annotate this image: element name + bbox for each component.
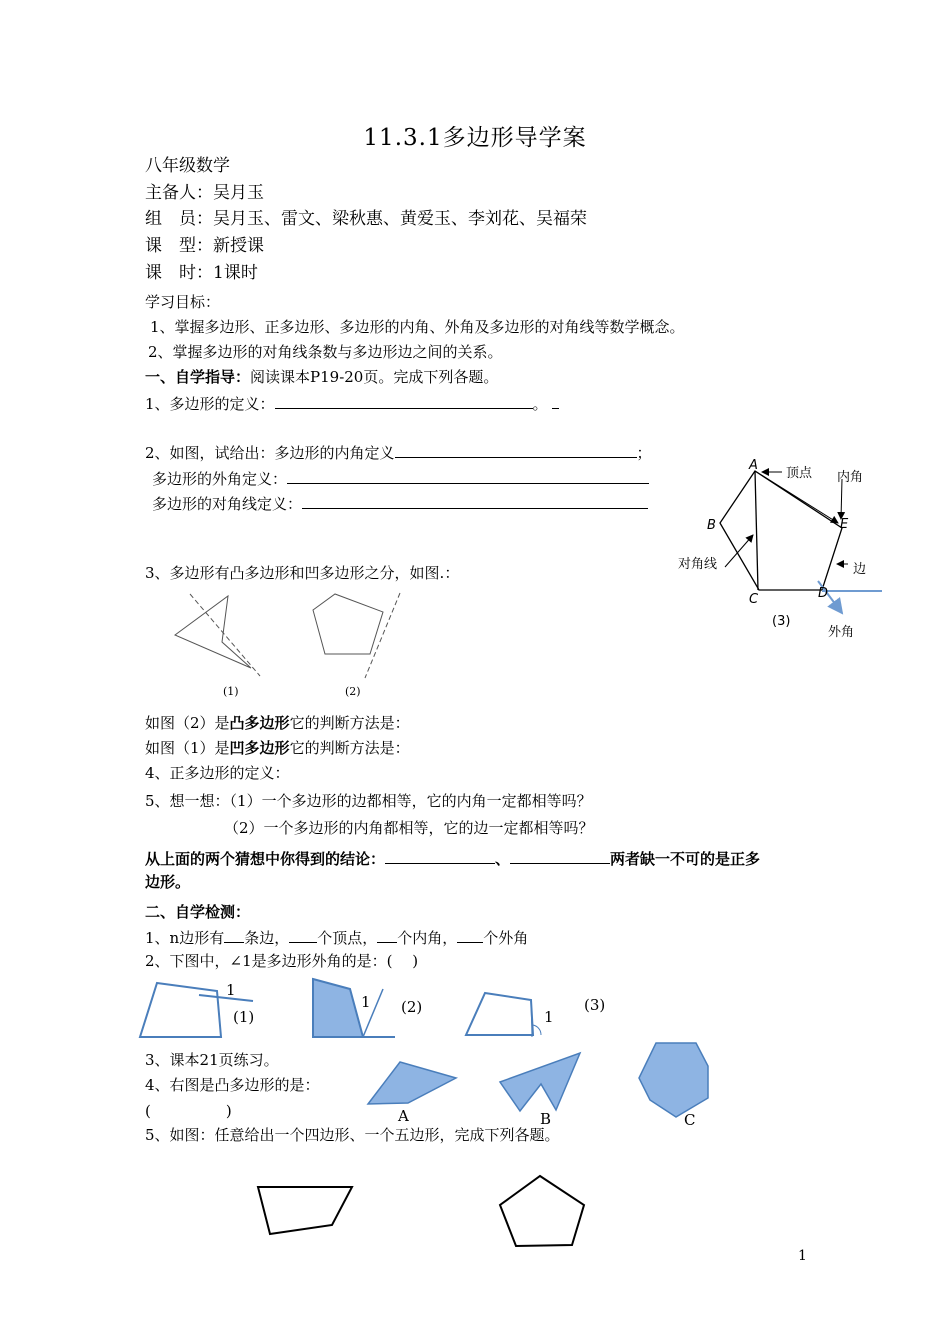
vertex-b-label: B [707,518,716,533]
vertex-callout: 顶点 [786,466,813,481]
q1-text-a: 1、n边形有 [145,929,225,947]
diagonal-line [755,471,758,590]
s2-question-4: 4、右图是凸多边形的是： [145,1076,320,1094]
answer-blank[interactable] [385,850,495,864]
question-2-diagonal [152,495,648,512]
question-1 [145,395,559,412]
conclusion-text-b: 两者缺一不可的是正多 [610,850,761,868]
diagonal-text: 多边形的对角线定义： [152,495,303,513]
interior-callout: 内角 [837,470,864,485]
concave-suffix: 它的判断方法是： [289,739,410,757]
convex-choice-shapes [360,1040,720,1135]
members-line: 组 员：吴月玉、雷文、梁秋惠、黄爱玉、李刘花、吴福荣 [145,209,587,229]
type-line: 课 型：新授课 [145,236,264,256]
q1-text-d: 个内角， [397,929,458,947]
question-5-2: （2）一个多边形的内角都相等，它的边一定都相等吗？ [224,819,594,837]
answer-blank[interactable] [289,929,317,943]
practice-shapes [250,1170,600,1255]
option-2-shape [313,979,363,1037]
convex-line [145,716,410,731]
shape-c-label: C [684,1111,696,1129]
pentagon-figure [670,455,890,645]
answer-blank[interactable] [552,395,559,409]
s2-question-5: 5、如图：任意给出一个四边形、一个五边形，完成下列各题。 [145,1126,560,1144]
side-callout: 边 [853,562,867,577]
convex-prefix: 如图（2）是 [145,714,230,732]
s2-question-2: 2、下图中，∠1是多边形外角的是：( ) [145,952,419,970]
section1-intro: 阅读课本P19-20页。完成下列各题。 [250,368,499,386]
question-4: 4、正多边形的定义： [145,764,290,782]
s2-question-3: 3、课本21页练习。 [145,1051,279,1069]
s2-question-1 [145,929,528,946]
answer-blank[interactable] [224,929,244,943]
answer-blank[interactable] [457,929,483,943]
conclusion-line-2: 边形。 [145,873,191,891]
option-3-shape [466,993,533,1035]
option-2-label: (2) [401,998,423,1016]
option-3-arc [533,1025,541,1035]
preparer-line: 主备人：吴月玉 [145,183,264,203]
shape-b-label: B [540,1110,552,1128]
question-2 [145,444,652,461]
vertex-a-label: A [749,458,758,473]
answer-blank[interactable] [287,470,649,484]
dashed-line [365,593,400,678]
question-2-exterior [152,470,649,487]
shape-b [500,1053,580,1111]
exterior-text: 多边形的外角定义： [152,470,288,488]
answer-blank[interactable] [302,495,648,509]
section2-heading: 二、自学检测： [145,903,251,921]
page-title: 11.3.1多边形导学案 [363,125,587,151]
s2-question-4-answer[interactable]: ( ) [145,1102,232,1120]
shape-a-label: A [398,1107,409,1125]
objective-1: 1、掌握多边形、正多边形、多边形的内角、外角及多边形的对角线等数学概念。 [150,318,685,336]
vertex-d-label: D [818,586,829,601]
convex-suffix: 它的判断方法是： [289,714,410,732]
question-1-end: 。 [532,395,548,413]
option-1-label: (1) [233,1008,255,1026]
concave-label: (1) [223,685,239,698]
concave-prefix: 如图（1）是 [145,739,230,757]
dashed-line [190,594,260,676]
objective-2: 2、掌握多边形的对角线条数与多边形边之间的关系。 [148,343,503,361]
pentagon [500,1176,584,1246]
pentagon-shape [720,471,842,590]
convex-term: 凸多边形 [229,714,290,732]
option-1-shape [140,983,221,1037]
q1-text-e: 个外角 [483,929,529,947]
answer-blank[interactable] [395,444,637,458]
quadrilateral [258,1187,352,1234]
page-number: 1 [798,1248,807,1264]
diagonal-callout: 对角线 [678,557,718,572]
answer-blank[interactable] [377,929,397,943]
concave-convex-figure [165,590,415,710]
conclusion-separator: 、 [495,850,511,868]
figure-caption: (3) [772,614,791,629]
concave-polygon [175,596,251,668]
concave-term: 凹多边形 [229,739,290,757]
answer-blank[interactable] [510,850,610,864]
question-5-1: 5、想一想：（1）一个多边形的边都相等，它的内角一定都相等吗？ [145,792,592,810]
conclusion-text: 从上面的两个猜想中你得到的结论： [145,850,386,868]
section1-line [145,370,498,385]
shape-a [368,1062,456,1104]
q1-text-b: 条边， [244,929,290,947]
interior-label-arrow [841,479,842,519]
vertex-c-label: C [749,592,759,607]
convex-polygon [313,594,383,654]
hours-line: 课 时：1课时 [145,263,258,283]
conclusion-line [145,850,760,867]
q1-text-c: 个顶点， [317,929,378,947]
vertex-e-label: E [840,517,849,532]
option-3-angle: 1 [544,1008,554,1026]
shape-c [639,1043,708,1117]
section1-heading: 一、自学指导： [145,368,251,386]
exterior-callout: 外角 [828,625,855,640]
option-1-angle: 1 [226,981,236,999]
question-1-text: 1、多边形的定义： [145,395,275,413]
answer-blank[interactable] [275,395,533,409]
question-2-text: 2、如图，试给出：多边形的内角定义 [145,444,395,462]
option-2-angle: 1 [361,993,371,1011]
question-2-end: ； [636,444,652,462]
objectives-heading: 学习目标： [145,293,221,311]
question-3: 3、多边形有凸多边形和凹多边形之分，如图.： [145,564,460,582]
exterior-angle-options [135,975,615,1045]
convex-label: (2) [345,685,361,698]
concave-line [145,741,410,756]
option-3-label: (3) [584,996,606,1014]
grade-line: 八年级数学 [145,156,230,176]
